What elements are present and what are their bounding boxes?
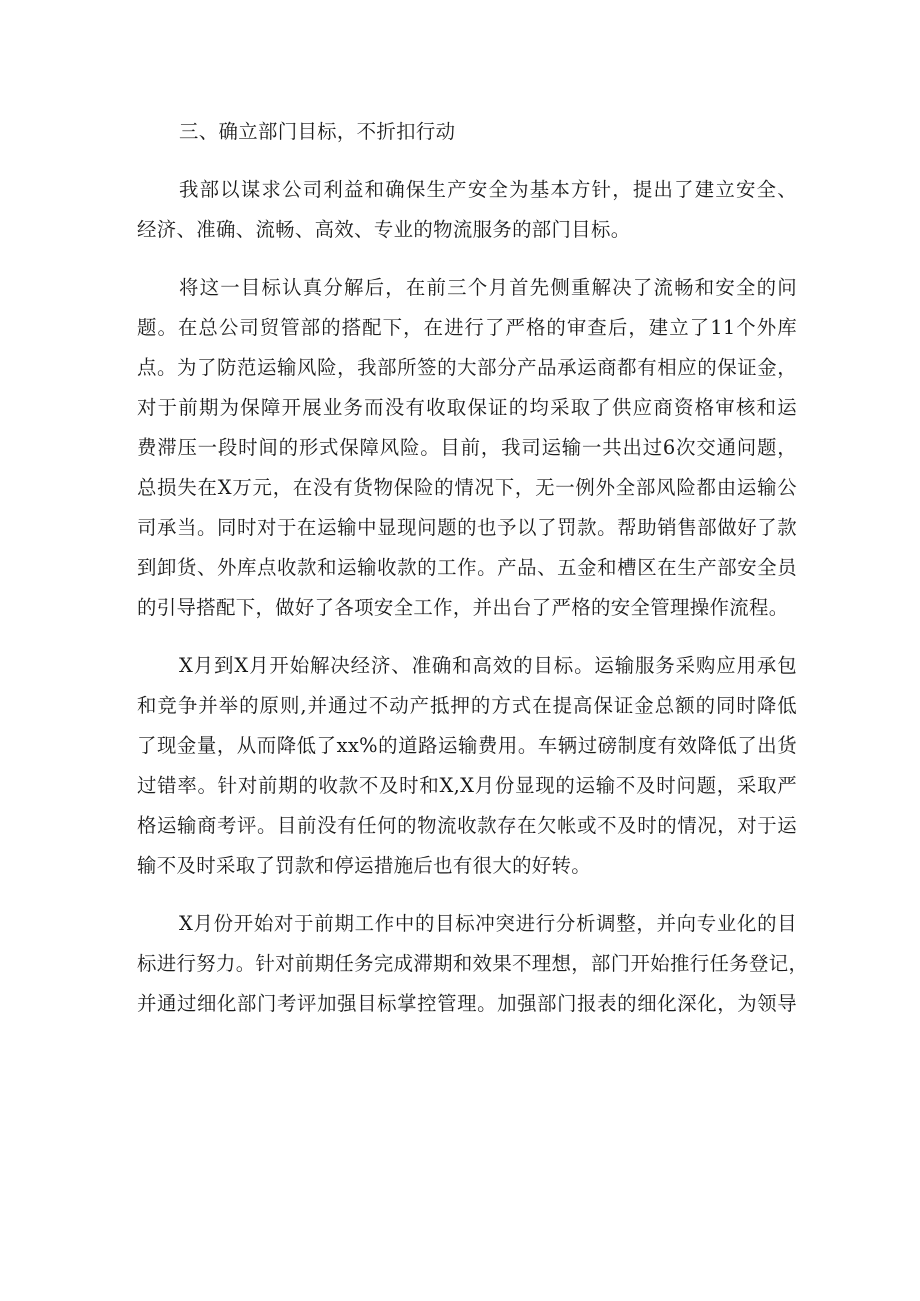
text-line: X月份开始对于前期工作中的目标冲突进行分析调整，并向专业化的目 <box>179 912 797 935</box>
text-line: 司承当。同时对于在运输中显现问题的也予以了罚款。帮助销售部做好了款 <box>137 516 797 539</box>
text-line: 并通过细化部门考评加强目标掌控管理。加强部门报表的细化深化，为领导 <box>137 992 797 1015</box>
text-line: 输不及时采取了罚款和停运措施后也有很大的好转。 <box>137 854 592 877</box>
text-line: 了现金量，从而降低了xx%的道路运输费用。车辆过磅制度有效降低了出货 <box>137 734 797 757</box>
text-line: 题。在总公司贸管部的搭配下，在进行了严格的审查后，建立了11个外库 <box>137 316 797 339</box>
text-line: X月到X月开始解决经济、准确和高效的目标。运输服务采购应用承包 <box>179 654 797 677</box>
paragraph-first-three-months <box>137 268 797 628</box>
text-line: 费滞压一段时间的形式保障风险。目前，我司运输一共出过6次交通问题， <box>137 436 797 459</box>
paragraph-specialization <box>137 904 809 1024</box>
text-line: 我部以谋求公司利益和确保生产安全为基本方针，提出了建立安全、 <box>179 178 797 201</box>
text-line: 到卸货、外库点收款和运输收款的工作。产品、五金和槽区在生产部安全员 <box>137 556 797 579</box>
paragraph-economy-accuracy <box>137 646 797 886</box>
text-line: 总损失在X万元，在没有货物保险的情况下，无一例外全部风险都由运输公 <box>137 476 797 499</box>
section-heading: 三、确立部门目标，不折扣行动 <box>179 120 456 143</box>
text-line: 格运输商考评。目前没有任何的物流收款存在欠帐或不及时的情况，对于运 <box>137 814 797 837</box>
text-line: 对于前期为保障开展业务而没有收取保证的均采取了供应商资格审核和运 <box>137 396 797 419</box>
text-line: 过错率。针对前期的收款不及时和X,X月份显现的运输不及时问题，采取严 <box>137 774 797 797</box>
paragraph-department-goal <box>137 170 797 250</box>
text-line: 经济、准确、流畅、高效、专业的物流服务的部门目标。 <box>137 218 631 241</box>
text-line: 的引导搭配下，做好了各项安全工作，并出台了严格的安全管理操作流程。 <box>137 596 789 619</box>
text-line: 和竞争并举的原则,并通过不动产抵押的方式在提高保证金总额的同时降低 <box>137 694 797 717</box>
text-line: 将这一目标认真分解后，在前三个月首先侧重解决了流畅和安全的问 <box>179 276 797 299</box>
text-line: 点。为了防范运输风险，我部所签的大部分产品承运商都有相应的保证金， <box>137 356 797 379</box>
document-body <box>137 112 809 1024</box>
text-line: 标进行努力。针对前期任务完成滞期和效果不理想，部门开始推行任务登记， <box>137 952 809 975</box>
